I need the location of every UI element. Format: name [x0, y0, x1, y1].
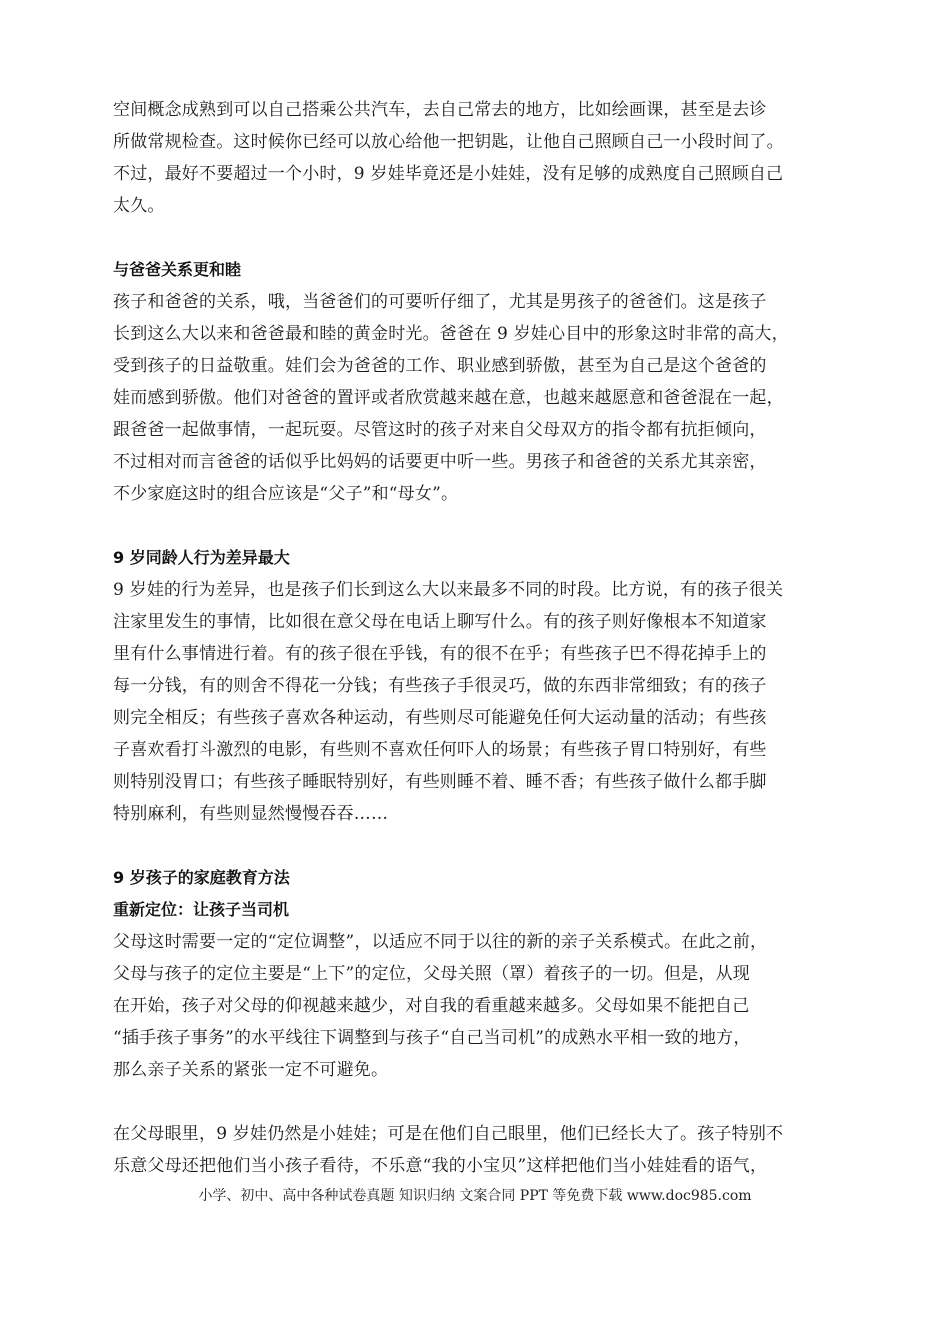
text-line: 9 岁娃的行为差异，也是孩子们长到这么大以来最多不同的时段。比方说，有的孩子很关: [113, 580, 784, 600]
text-line: 孩子和爸爸的关系，哦，当爸爸们的可要听仔细了，尤其是男孩子的爸爸们。这是孩子: [113, 292, 767, 312]
text-line: 跟爸爸一起做事情，一起玩耍。尽管这时的孩子对来自父母双方的指令都有抗拒倾向，: [113, 420, 767, 440]
text-line: 子喜欢看打斗激烈的电影，有些则不喜欢任何吓人的场景；有些孩子胃口特别好，有些: [113, 740, 767, 760]
page-footer: 小学、初中、高中各种试卷真题 知识归纳 文案合同 PPT 等免费下载 www.doc985.com: [198, 1188, 752, 1204]
paragraph-gap: [113, 510, 858, 542]
text-line: 在父母眼里，9 岁娃仍然是小娃娃；可是在他们自己眼里，他们已经长大了。孩子特别不: [113, 1124, 784, 1144]
text-line: 不过，最好不要超过一个小时，9 岁娃毕竟还是小娃娃，没有足够的成熟度自己照顾自己: [113, 164, 784, 184]
text-line: 不过相对而言爸爸的话似乎比妈妈的话要更中听一些。男孩子和爸爸的关系尤其亲密，: [113, 452, 767, 472]
section-heading: 9 岁孩子的家庭教育方法: [113, 868, 290, 887]
section-subheading: 重新定位：让孩子当司机: [113, 900, 290, 919]
text-line: “插手孩子事务”的水平线往下调整到与孩子“自己当司机”的成熟水平相一致的地方，: [113, 1028, 751, 1048]
section-heading: 与爸爸关系更和睦: [113, 260, 242, 279]
text-line: 所做常规检查。这时候你已经可以放心给他一把钥匙，让他自己照顾自己一小段时间了。: [113, 132, 784, 152]
text-line: 受到孩子的日益敬重。娃们会为爸爸的工作、职业感到骄傲，甚至为自己是这个爸爸的: [113, 356, 767, 376]
text-line: 父母与孩子的定位主要是“上下”的定位，父母关照（罩）着孩子的一切。但是，从现: [113, 964, 750, 984]
paragraph-gap: [113, 1086, 858, 1118]
paragraph-gap: [113, 222, 858, 254]
text-line: 里有什么事情进行着。有的孩子很在乎钱，有的很不在乎；有些孩子巴不得花掉手上的: [113, 644, 767, 664]
paragraph-baby: [113, 1118, 858, 1182]
section-heading: 9 岁同龄人行为差异最大: [113, 548, 290, 567]
text-line: 特别麻利，有些则显然慢慢吞吞……: [113, 804, 389, 824]
text-line: 注家里发生的事情，比如很在意父母在电话上聊写什么。有的孩子则好像根本不知道家: [113, 612, 767, 632]
paragraph-gap: [113, 830, 858, 862]
section-methods: [113, 862, 858, 1086]
text-line: 父母这时需要一定的“定位调整”，以适应不同于以往的新的亲子关系模式。在此之前，: [113, 932, 768, 952]
text-line: 在开始，孩子对父母的仰视越来越少，对自我的看重越来越多。父母如果不能把自己: [113, 996, 750, 1016]
text-line: 不少家庭这时的组合应该是“父子”和“母女”。: [113, 484, 459, 504]
paragraph-intro: [113, 94, 858, 222]
text-line: 空间概念成熟到可以自己搭乘公共汽车，去自己常去的地方，比如绘画课，甚至是去诊: [113, 100, 767, 120]
section-father: [113, 254, 858, 510]
text-line: 乐意父母还把他们当小孩子看待，不乐意“我的小宝贝”这样把他们当小娃娃看的语气，: [113, 1156, 768, 1176]
text-line: 那么亲子关系的紧张一定不可避免。: [113, 1060, 389, 1080]
text-line: 娃而感到骄傲。他们对爸爸的置评或者欣赏越来越在意，也越来越愿意和爸爸混在一起，: [113, 388, 784, 408]
text-line: 长到这么大以来和爸爸最和睦的黄金时光。爸爸在 9 岁娃心目中的形象这时非常的高大，: [113, 324, 789, 344]
document-body: [113, 94, 858, 1182]
text-line: 则完全相反；有些孩子喜欢各种运动，有些则尽可能避免任何大运动量的活动；有些孩: [113, 708, 767, 728]
text-line: 太久。: [113, 196, 165, 216]
text-line: 每一分钱，有的则舍不得花一分钱；有些孩子手很灵巧，做的东西非常细致；有的孩子: [113, 676, 767, 696]
text-line: 则特别没胃口；有些孩子睡眠特别好，有些则睡不着、睡不香；有些孩子做什么都手脚: [113, 772, 767, 792]
section-peers: [113, 542, 858, 830]
